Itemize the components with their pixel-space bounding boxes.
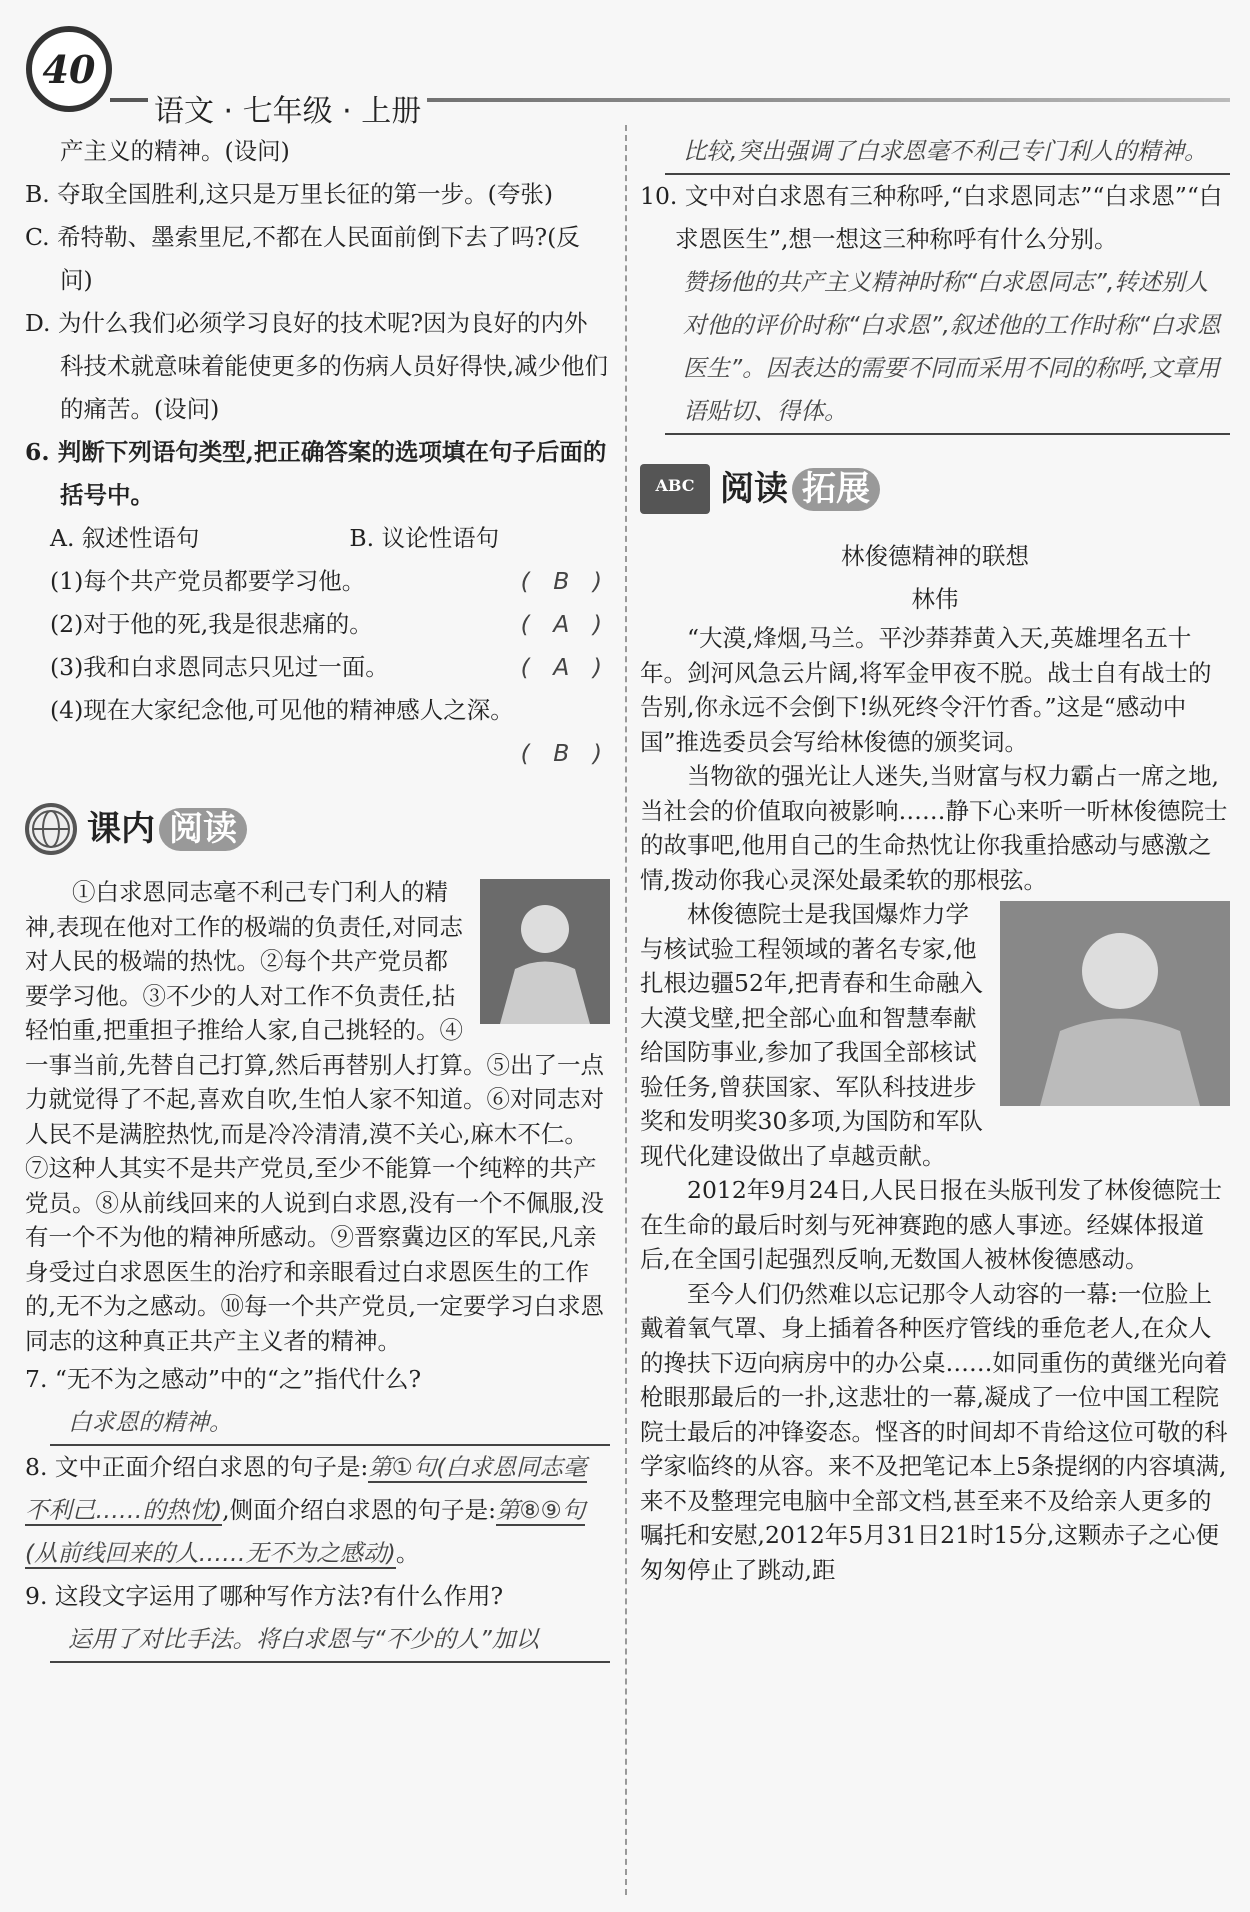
article-paragraph-3: 林俊德院士是我国爆炸力学与核试验工程领域的著名专家,他扎根边疆52年,把青春和生命融入大漠戈壁,把全部心血和智慧奉献给国防事业,参加了我国全部核试验任务,曾获国家、军队科技进步奖和发明奖30多项,为国防和军队现代化建设做出了卓越贡献。 [640, 900, 983, 1170]
page-number: 40 [26, 26, 112, 112]
sentence-4: (4)现在大家纪念他,可见他的精神感人之深。 [50, 696, 514, 724]
page-header [20, 20, 1235, 135]
article-paragraph-5: 至今人们仍然难以忘记那令人动容的一幕:一位脸上戴着氧气罩、身上插着各种医疗管线的垂危老人,在众人的搀扶下迈向病房中的办公桌……如同重伤的黄继光向着枪眼那最后的一扑,这悲壮的一幕,凝成了一位中国工程院院士最后的冲锋姿态。悭吝的时间却不肯给这位可敬的科学家临终的从容。来不及把笔记本上5条提纲的内容填满,来不及整理完电脑中全部文档,甚至来不及给亲人更多的嘱托和安慰,2012年5月31日21时15分,这颗赤子之心便匆匆停止了跳动,距 [640, 1279, 1228, 1584]
book-title: 语文 · 七年级 · 上册 [148, 86, 427, 130]
question-7: 7. “无不为之感动”中的“之”指代什么? [25, 1365, 422, 1393]
answer-8-front: 第①句(白求恩同志毫不利己……的热忱) [25, 1453, 587, 1524]
article-paragraph-2: 当物欲的强光让人迷失,当财富与权力霸占一席之地,当社会的价值取向被影响……静下心来听一听林俊德院士的故事吧,他用自己的生命热忱让你我重拾感动与感激之情,拨动你我心灵深处最柔软的那根弦。 [640, 762, 1228, 894]
q6-options [25, 517, 610, 560]
lin-junde-photo [1000, 901, 1230, 1106]
option-argumentative: B. 议论性语句 [349, 524, 500, 552]
section-heading-extended-reading [640, 449, 1230, 529]
left-column [25, 130, 610, 1663]
answer-2: ( A ) [520, 610, 610, 638]
answer-7: 白求恩的精神。 [50, 1401, 610, 1446]
answer-1: ( B ) [520, 567, 610, 595]
sentence-3: (3)我和白求恩同志只见过一面。 ( A ) [25, 646, 610, 689]
question-8: 8. 文中正面介绍白求恩的句子是:第①句(白求恩同志毫不利己……的热忱),侧面介绍白求恩的句子是:第⑧⑨句(从前线回来的人……无不为之感动)。 [25, 1453, 587, 1567]
option-b: B. 夺取全国胜利,这只是万里长征的第一步。(夸张) [25, 180, 554, 208]
section-title: 阅读 [720, 468, 788, 509]
answer-4-line [25, 732, 610, 775]
right-column [640, 130, 1230, 1587]
answer-8-side: 第⑧⑨句(从前线回来的人……无不为之感动) [25, 1496, 586, 1567]
answer-10: 赞扬他的共产主义精神时称“白求恩同志”,转述别人对他的评价时称“白求恩”,叙述他的工作时称“白求恩医生”。因表达的需要不同而采用不同的称呼,文章用语贴切、得体。 [665, 261, 1230, 435]
column-divider [625, 125, 627, 1895]
question-9: 9. 这段文字运用了哪种写作方法?有什么作用? [25, 1582, 504, 1610]
answer-4: ( B ) [520, 739, 610, 767]
article-title: 林俊德精神的联想 [841, 542, 1029, 570]
option-d: D. 为什么我们必须学习良好的技术呢?因为良好的内外科技术就意味着能使更多的伤病人员好得快,减少他们的痛苦。(设问) [25, 309, 608, 423]
section-title: 课内 [87, 808, 155, 849]
article-paragraph-4: 2012年9月24日,人民日报在头版刊发了林俊德院士在生命的最后时刻与死神赛跑的感人事迹。经媒体报道后,在全国引起强烈反响,无数国人被林俊德感动。 [640, 1176, 1223, 1273]
section-heading-in-class-reading [25, 789, 610, 869]
bethune-photo [480, 879, 610, 1024]
answer-9: 运用了对比手法。将白求恩与“不少的人”加以 [50, 1618, 610, 1663]
option-a-cont: 产主义的精神。(设问) [60, 137, 290, 165]
article-paragraph-1: “大漠,烽烟,马兰。平沙莽莽黄入天,英雄埋名五十年。剑河风急云片阔,将军金甲夜不脱。战士自有战士的告别,你永远不会倒下!纵死终令汗竹香。”这是“感动中国”推选委员会写给林俊德的颁奖词。 [640, 624, 1212, 756]
question-6: 6. 判断下列语句类型,把正确答案的选项填在句子后面的括号中。 [25, 438, 607, 509]
option-c: C. 希特勒、墨索里尼,不都在人民面前倒下去了吗?(反问) [25, 223, 580, 294]
section-title-badge: 阅读 [159, 808, 247, 851]
globe-icon [25, 803, 77, 855]
sentence-2: (2)对于他的死,我是很悲痛的。 ( A ) [25, 603, 610, 646]
section-title-badge: 拓展 [792, 468, 880, 511]
sentence-1: (1)每个共产党员都要学习他。 ( B ) [25, 560, 610, 603]
question-10: 10. 文中对白求恩有三种称呼,“白求恩同志”“白求恩”“白求恩医生”,想一想这三种称呼有什么分别。 [640, 182, 1223, 253]
answer-3: ( A ) [520, 653, 610, 681]
book-icon: ABC [640, 464, 710, 514]
reading-passage: ①白求恩同志毫不利己专门利人的精神,表现在他对工作的极端的负责任,对同志对人民的极端的热忱。②每个共产党员都要学习他。③不少的人对工作不负责任,拈轻怕重,把重担子推给人家,自己挑轻的。④一事当前,先替自己打算,然后再替别人打算。⑤出了一点力就觉得了不起,喜欢自吹,生怕人家不知道。⑥对同志对人民不是满腔热忱,而是冷冷清清,漠不关心,麻木不仁。⑦这种人其实不是共产党员,至少不能算一个纯粹的共产党员。⑧从前线回来的人说到白求恩,没有一个不佩服,没有一个不为他的精神所感动。⑨晋察冀边区的军民,凡亲身受过白求恩医生的治疗和亲眼看过白求恩医生的工作的,无不为之感动。⑩每一个共产党员,一定要学习白求恩同志的这种真正共产主义者的精神。 [25, 878, 604, 1355]
answer-9-cont: 比较,突出强调了白求恩毫不利己专门利人的精神。 [665, 130, 1230, 175]
article-author: 林伟 [911, 585, 959, 613]
option-narrative: A. 叙述性语句 [50, 524, 200, 552]
